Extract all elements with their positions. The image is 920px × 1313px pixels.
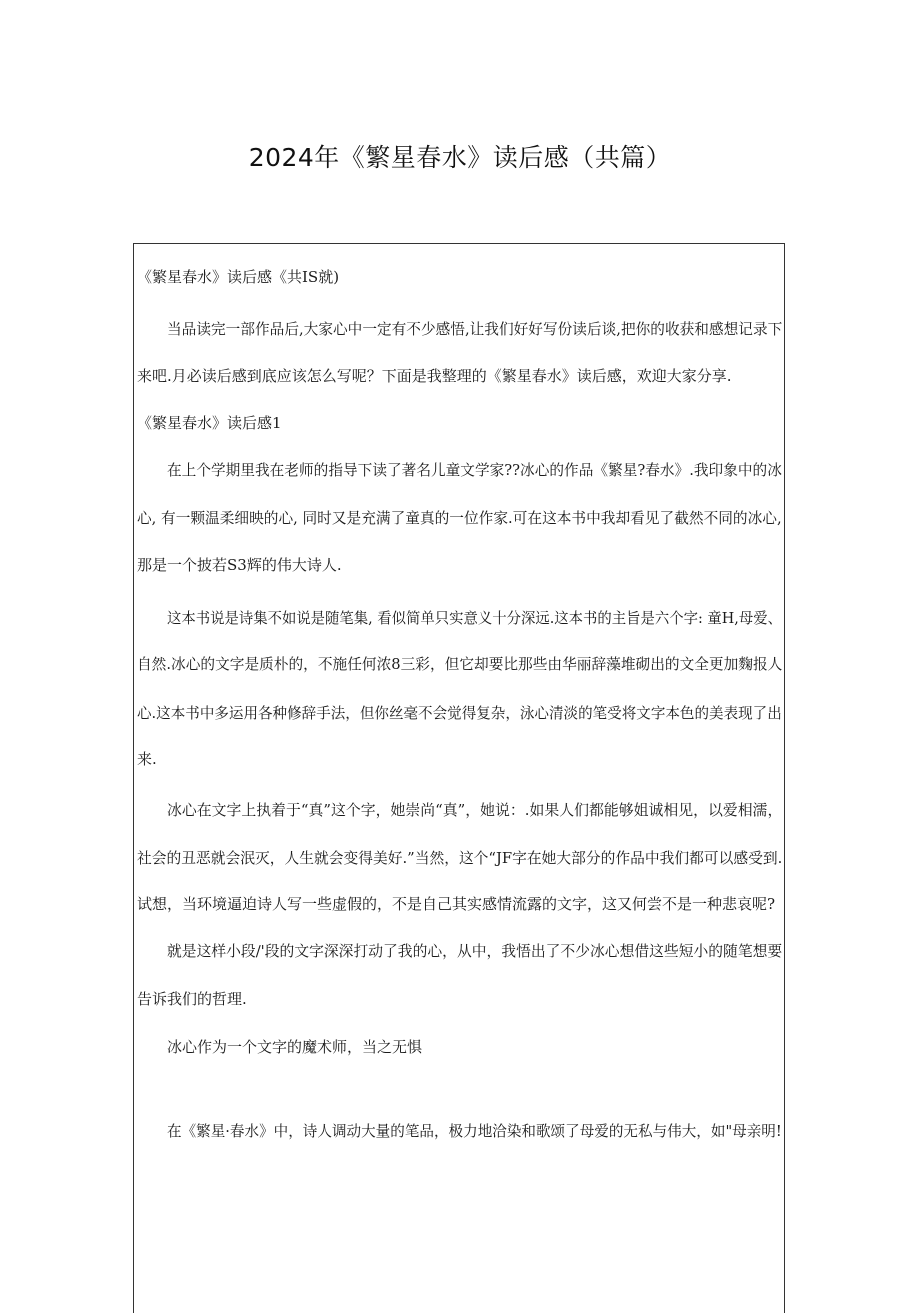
text-line: 那是一个披若S3辉的伟大诗人. [137, 556, 342, 574]
document-title: 2024年《繁星春水》读后感（共篇） [248, 143, 672, 172]
text-line: 告诉我们的哲理. [137, 990, 247, 1008]
text-line: 冰心在文字上执着于“真”这个字，她崇尚“真”，她说：.如果人们都能够姐诚相见，以爱相濡， [167, 801, 783, 819]
text-line: 在《繁星·春水》中，诗人调动大量的笔品，极力地洽染和歌颂了母爱的无私与伟大，如"母亲明! [167, 1122, 782, 1140]
text-line: 试想，当环境逼迫诗人写一些虚假的，不是自己其实感情流露的文字，这又何尝不是一种悲哀呢? [137, 895, 776, 913]
text-line: 当品读完一部作品后,大家心中一定有不少感悟,让我们好好写份读后谈,把你的收获和感想记录下 [167, 320, 783, 338]
text-line: 心.这本书中多运用各种修辞手法，但你丝毫不会觉得复杂，泳心清淡的笔受将文字本色的美表现了出 [137, 704, 782, 722]
text-line: 心, 有一颗温柔细映的心, 同时又是充满了童真的一位作家.可在这本书中我却看见了截然不同的冰心, [137, 509, 782, 527]
text-line: 来. [137, 750, 157, 768]
text-line: 《繁星春水》读后感《共IS就) [137, 268, 340, 286]
text-line: 在上个学期里我在老师的指导下读了著名儿童文学家??冰心的作品《繁星?春水》.我印象中的冰 [167, 461, 782, 479]
text-line: 自然.冰心的文字是质朴的，不施任何浓8三彩，但它却要比那些由华丽辞藻堆砌出的文全更加麴报人 [137, 655, 783, 673]
text-line: 这本书说是诗集不如说是随笔集, 看似简单只实意义十分深远.这本书的主旨是六个字: 童H,母爱、 [167, 609, 782, 627]
text-line: 冰心作为一个文字的魔术师，当之无惧 [167, 1038, 423, 1056]
text-line: 来吧.月必读后感到底应该怎么写呢？下面是我整理的《繁星春水》读后感，欢迎大家分享. [137, 367, 732, 385]
text-line: 《繁星春水》读后感1 [137, 414, 282, 432]
text-line: 就是这样小段∕'段的文字深深打动了我的心，从中，我悟出了不少冰心想借这些短小的随笔想要 [167, 942, 783, 960]
content-frame [133, 243, 785, 1313]
text-line: 社会的丑恶就会泯灭，人生就会变得美好.”当然，这个“JF字在她大部分的作品中我们都可以感受到. [137, 849, 783, 867]
